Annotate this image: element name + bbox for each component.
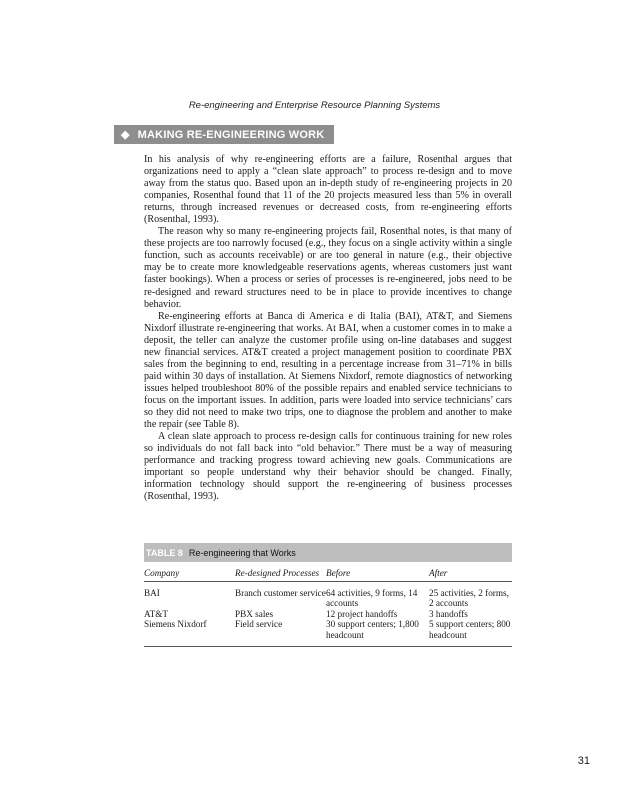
table-header-row	[144, 568, 512, 581]
table-caption: Re-engineering that Works	[188, 547, 296, 558]
paragraph: A clean slate approach to process re-design calls for continuous training for new roles so individuals do not fall back into “old behavior.” There must be a way of measuring performance and tracking progress toward achieving new goals. Communications are important so people understand why their behavior should be changed. Finally, information technology should support the re-engineering of business processes (Rosenthal, 1993).	[144, 431, 512, 503]
cell-before: 12 project handoffs	[326, 608, 398, 619]
column-header-processes: Re-designed Processes	[235, 568, 326, 581]
data-table	[144, 568, 512, 647]
cell-after: 3 handoffs	[429, 608, 468, 619]
body-text	[144, 154, 512, 503]
paragraph: In his analysis of why re-engineering efforts are a failure, Rosenthal argues that organizations need to apply a “clean slate approach” to process re-design and to move away from the status quo. Based upon an in-depth study of re-engineering projects in 20 companies, Rosenthal found that 11 of the 20 projects measured less than 5% in overall returns, through increased revenues or decreased costs, from re-engineering efforts (Rosenthal, 1993).	[144, 154, 512, 226]
table-label: TABLE 8	[146, 547, 183, 558]
cell-before: 30 support centers; 1,800 headcount	[326, 619, 429, 647]
diamond-bullet-icon: ◆	[121, 129, 130, 141]
cell-process: PBX sales	[235, 608, 274, 619]
table-row	[144, 581, 512, 609]
cell-after: 5 support centers; 800 headcount	[429, 619, 512, 647]
cell-company: AT&T	[144, 608, 168, 619]
cell-company: Siemens Nixdorf	[144, 619, 235, 647]
column-header-after: After	[429, 568, 512, 581]
table-row	[144, 619, 512, 647]
paragraph: The reason why so many re-engineering projects fail, Rosenthal notes, is that many of these projects are too narrowly focused (e.g., they focus on a single activity within a single function, such as accounts receivable) or are too general in nature (e.g., their objective may be to create more knowledgeable reservations agents, whereas customers just want faster bookings). When a process or series of processes is re-engineered, jobs need to be re-designed and reward structures need to be in place to provide incentives to change behavior.	[144, 226, 512, 310]
table-8	[144, 543, 512, 647]
column-header-before: Before	[326, 568, 429, 581]
paragraph: Re-engineering efforts at Banca di America e di Italia (BAI), AT&T, and Siemens Nixdorf illustrate re-engineering that works. At BAI, when a customer comes in to make a deposit, the teller can analyze the customer profile using on-line databases and suggest new financial services. AT&T created a project management position to coordinate PBX sales from the beginning to end, resulting in a percentage increase from 31–71% in bills paid within 30 days of installation. At Siemens Nixdorf, remote diagnostics of networking issues helped troubleshoot 80% of the possible repairs and enabled service technicians to focus on the important issues. In addition, parts were loaded into service technicians’ cars so they did not need to make two trips, one to diagnose the problem and another to make the repair (see Table 8).	[144, 310, 512, 431]
section-heading	[114, 125, 334, 144]
cell-company: BAI	[144, 587, 160, 598]
table-row	[144, 609, 512, 620]
page-number: 31	[577, 755, 590, 767]
cell-before: 64 activities, 9 forms, 14 accounts	[326, 587, 418, 608]
table-caption-bar	[144, 543, 512, 562]
cell-after: 25 activities, 2 forms, 2 accounts	[429, 587, 509, 608]
running-head: Re-engineering and Enterprise Resource Planning Systems	[188, 100, 441, 111]
cell-process: Branch customer service	[235, 587, 326, 598]
column-header-company: Company	[144, 568, 235, 581]
cell-process: Field service	[235, 619, 326, 647]
section-title: MAKING RE-ENGINEERING WORK	[137, 128, 325, 141]
